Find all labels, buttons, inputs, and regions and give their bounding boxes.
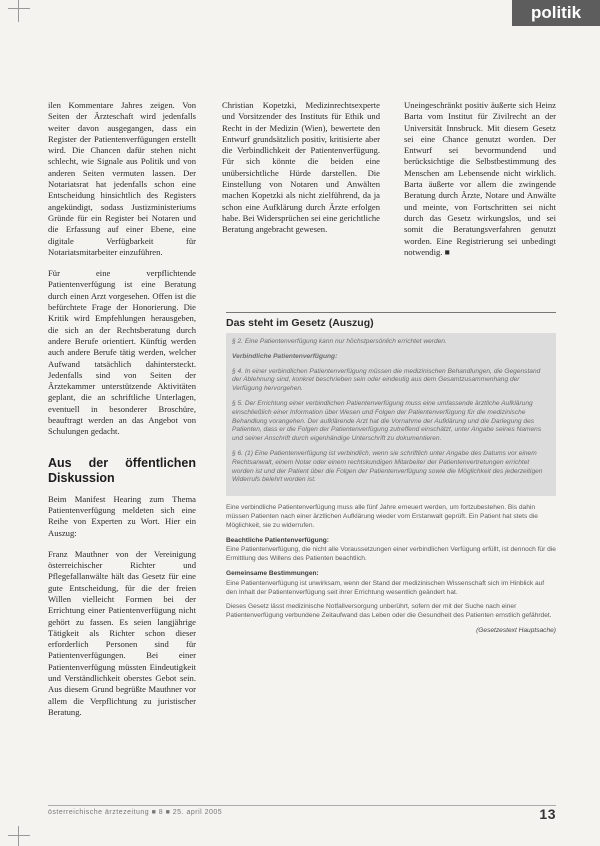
box-paragraph: § 2. Eine Patientenverfügung kann nur höchstpersönlich errichtet werden. bbox=[232, 338, 447, 345]
box-paragraph: § 4. In einer verbindlichen Patientenverfügung müssen die medizinischen Behandlungen, die Gegenstand der Ablehnung sind, konkret beschrieben sein oder eindeutig aus dem Gesamtzusammenhang der Verfügung hervorgehen. bbox=[232, 367, 541, 393]
crop-mark bbox=[18, 826, 19, 846]
paragraph: Franz Mauthner von der Vereinigung österreichischer Richter und Pflegefallanwälte hält das Gesetz für eine gute Entscheidung, für die der freien Willen vielleicht Formen bei der Errichtung einer Patientenverfügung nicht gehört zu fassen. Es seien langjährige Tätigkeit als Richter schon dieser erforderlich Personen sind für Patientenverfügungen. Bei einer Patientenverfügung müssten Eindeutigkeit und Verständlichkeit oberstes Gebot sein. Aus diesem Grund begrüßte Mauthner vor allem die Verpflichtung zu juristischer Beratung. bbox=[48, 548, 196, 717]
shaded-section bbox=[226, 333, 556, 496]
footer-publication: österreichische ärztezeitung ■ 8 ■ 25. april 2005 bbox=[48, 809, 223, 816]
article-column-3 bbox=[404, 100, 556, 268]
box-subheading: Verbindliche Patientenverfügung: bbox=[232, 352, 338, 360]
box-title: Das steht im Gesetz (Auszug) bbox=[226, 312, 556, 330]
page-number: 13 bbox=[539, 806, 556, 822]
plain-section bbox=[226, 504, 556, 621]
box-paragraph: Dieses Gesetz lässt medizinische Notfallversorgung unberührt, sofern der mit der Suche nach einer Patientenverfügung verbundene Zeitaufwand das Leben oder die Gesundheit des Patienten ernstlich gefährdet. bbox=[226, 603, 552, 620]
page-footer bbox=[48, 805, 556, 827]
box-paragraph: Eine verbindliche Patientenverfügung muss alle fünf Jahre erneuert werden, um fortzubestehen. Bis dahin müssen Patienten nach einer ärztlichen Aufklärung wieder vom Erstanwalt geprüft. Ein Patient hat stets die Möglichkeit, sie zu widerrufen. bbox=[226, 504, 538, 529]
box-subheading: Gemeinsame Bestimmungen: bbox=[226, 569, 319, 577]
box-paragraph: Eine Patientenverfügung ist unwirksam, wenn der Stand der medizinischen Wissenschaft sich im Hinblick auf den Inhalt der Patientenverfügung seit ihrer Errichtung wesentlich geändert hat. bbox=[226, 579, 545, 596]
crop-mark bbox=[8, 8, 30, 9]
box-paragraph: Eine Patientenverfügung, die nicht alle Voraussetzungen einer verbindlichen Verfügung erfüllt, ist dennoch für die Ermittlung des Willens des Patienten beachtlich. bbox=[226, 546, 556, 563]
paragraph bbox=[404, 100, 556, 258]
section-tab bbox=[512, 0, 600, 26]
paragraph: Beim Manifest Hearing zum Thema Patientenverfügung meldeten sich eine Reihe von Experten zu Wort. Hier ein Auszug: bbox=[48, 493, 196, 538]
article-column-2 bbox=[222, 100, 380, 246]
crop-mark bbox=[8, 835, 30, 836]
paragraph: ilen Kommentare Jahres zeigen. Von Seiten der Ärzteschaft wird jedenfalls weiter davon ausgegangen, dass ein Register der Patientenverfügungen erstellt wird. Die Chancen dafür stehen nicht schlecht, wie Signale aus Politik und von anderen Seiten vermuten lassen. Der Notariatsrat hat jedenfalls schon eine Entscheidung hinsichtlich des Registers angekündigt, sodass Justizministeriums Gründe für ein Register bei Notaren und die Erfassung auf einer Ebene, eine digitale Verfügbarkeit für Notariatsmitarbeiter einzuführen. bbox=[48, 100, 196, 257]
paragraph: Für eine verpflichtende Patientenverfügung ist eine Beratung durch einen Arzt vorgesehen. Offen ist die befürchtete Frage der Honorierung. Die Kritik wird Empfehlungen herausgeben, die sich an der Rechtsberatung durch andere Berufe orientiert. Künftig werden auch andere Berufe tätig werden, welcher Aufwand tatsächlich dahintersteckt. Jedenfalls sind von Seiten der Ärztekammer unterstützende Aktivitäten geplant, die an schriftliche Unterlagen, eventuell in besonderer Broschüre, beauftragt werden an das Angebot von Schulungen gedacht. bbox=[48, 268, 196, 437]
source-note: (Gesetzestext Hauptsache) bbox=[476, 626, 556, 634]
article-column-1 bbox=[48, 100, 196, 728]
paragraph-text: Uneingeschränkt positiv äußerte sich Heinz Barta vom Institut für Zivilrecht an der Universität Innsbruck. Mit diesem Gesetz sei eine Chance genutzt worden. Der Entwurf sei bevormundend und berücksichtige die Selbstbestimmung des Menschen am Lebensende nicht wirklich. Barta äußerte vor allem die zwingende Beratung durch Ärzte, Notare und Anwälte und meinte, von Fortschritten sei nicht durch das Gesetz wirkungslos, und sei somit die Beratungsverfahren genutzt worden. Eine Registrierung sei unbedingt notwendig. bbox=[404, 100, 556, 257]
section-tab-label: politik bbox=[530, 3, 582, 22]
box-subheading: Beachtliche Patientenverfügung: bbox=[226, 536, 329, 544]
paragraph: Christian Kopetzki, Medizinrechtsexperte und Vorsitzender des Instituts für Ethik und Recht in der Medizin (Wien), bewertete den Entwurf grundsätzlich positiv, kritisierte aber die Verbindlichkeit der Patientenverfügung. Für sich könnte die beiden eine unübersichtliche Hürde darstellen. Die Einstellung von Notaren und Anwälten machen Kopetzki als nicht zielführend, da ja schon eine Aufklärung durch Ärzte erfolgen habe. Bei Widersprüchen sei eine gerichtliche Beratung angebracht gewesen. bbox=[222, 100, 380, 235]
section-subheading: Aus der öffentlichen Diskussion bbox=[48, 455, 196, 485]
box-paragraph: § 5. Der Errichtung einer verbindlichen Patientenverfügung muss eine umfassende ärztliche Aufklärung einschließlich einer Information über Wesen und Folgen der Patientenverfügung für die medizinische Behandlung vorangehen. Der aufklärende Arzt hat die Vornahme der Aufklärung und die Darlegung des Patienten, dass er die Folgen der Patientenverfügung zutreffend einschätzt, unter Angabe seines Namens und seiner Anschrift durch eigenhändige Unterschrift zu dokumentieren. bbox=[232, 399, 542, 443]
box-paragraph: § 6. (1) Eine Patientenverfügung ist verbindlich, wenn sie schriftlich unter Angabe des Datums vor einem Rechtsanwalt, einem Notar oder einem rechtskundigen Mitarbeiter der Patientenvertretungen errichtet worden ist und der Patient über die Folgen der Patientenverfügung sowie die Möglichkeit des jederzeitigen Widerrufs belehrt worden ist. bbox=[232, 449, 543, 484]
crop-mark bbox=[18, 0, 19, 22]
end-of-article-mark: ■ bbox=[444, 246, 450, 257]
law-excerpt-box bbox=[226, 312, 556, 636]
